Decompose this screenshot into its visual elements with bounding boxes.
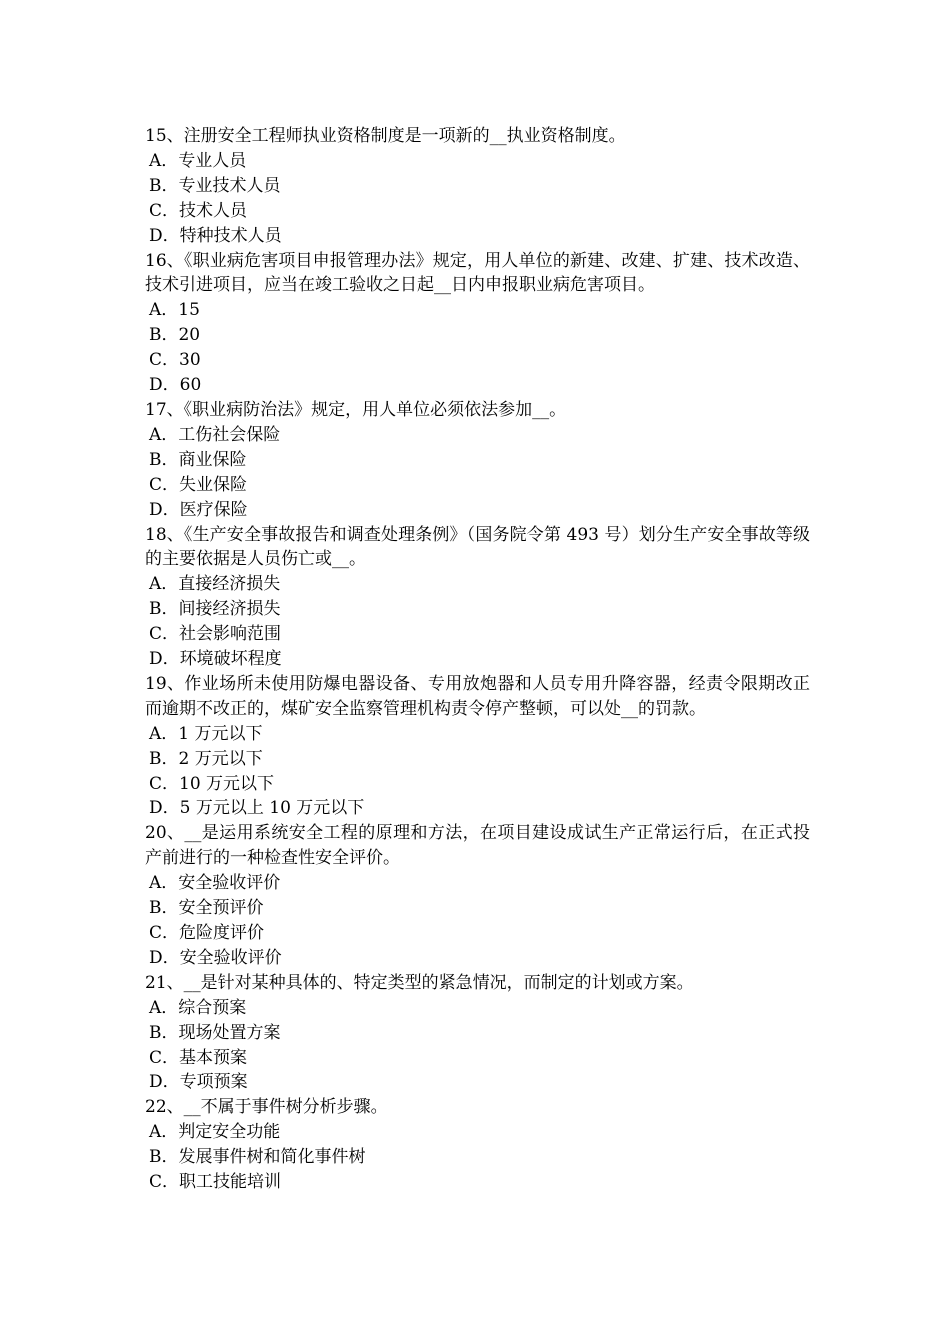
question-stem: 22、__不属于事件树分析步骤。 bbox=[145, 1097, 388, 1118]
question-stem: 17、《职业病防治法》规定，用人单位必须依法参加__。 bbox=[145, 399, 567, 420]
option-a: A．专业人员 bbox=[149, 150, 247, 171]
option-a: A．15 bbox=[149, 300, 200, 321]
question-20 bbox=[145, 821, 810, 970]
option-b: B．商业保险 bbox=[149, 449, 247, 470]
question-22 bbox=[145, 1095, 810, 1195]
option-b: B．现场处置方案 bbox=[149, 1022, 281, 1043]
question-stem: 19、作业场所未使用防爆电器设备、专用放炮器和人员专用升降容器，经责令限期改正而逾期不改正的，煤矿安全监察管理机构责令停产整顿，可以处__的罚款。 bbox=[145, 673, 810, 719]
option-c: C．基本预案 bbox=[149, 1047, 248, 1068]
option-b: B．发展事件树和简化事件树 bbox=[149, 1147, 366, 1168]
question-list bbox=[145, 124, 810, 1195]
question-stem: 21、__是针对某种具体的、特定类型的紧急情况，而制定的计划或方案。 bbox=[145, 972, 694, 993]
option-a: A．安全验收评价 bbox=[149, 873, 281, 894]
option-d: D．医疗保险 bbox=[149, 499, 248, 520]
option-d: D．安全验收评价 bbox=[149, 947, 282, 968]
option-c: C．技术人员 bbox=[149, 200, 248, 221]
question-19 bbox=[145, 672, 810, 821]
option-b: B．专业技术人员 bbox=[149, 175, 281, 196]
option-d: D．60 bbox=[149, 375, 202, 396]
question-stem: 20、__是运用系统安全工程的原理和方法，在项目建设成试生产正常运行后，在正式投产前进行的一种检查性安全评价。 bbox=[145, 823, 810, 869]
option-a: A．判定安全功能 bbox=[149, 1122, 281, 1143]
question-21 bbox=[145, 971, 810, 1096]
option-d: D．环境破坏程度 bbox=[149, 649, 282, 670]
option-b: B．20 bbox=[149, 325, 201, 346]
option-a: A．1 万元以下 bbox=[149, 723, 263, 744]
option-a: A．综合预案 bbox=[149, 997, 247, 1018]
question-stem: 18、《生产安全事故报告和调查处理条例》（国务院令第 493 号）划分生产安全事故等级的主要依据是人员伤亡或__。 bbox=[145, 524, 810, 570]
option-c: C．10 万元以下 bbox=[149, 773, 275, 794]
option-d: D．专项预案 bbox=[149, 1072, 248, 1093]
question-15 bbox=[145, 124, 810, 249]
option-b: B．2 万元以下 bbox=[149, 748, 263, 769]
question-stem: 16、《职业病危害项目申报管理办法》规定，用人单位的新建、改建、扩建、技术改造、技术引进项目，应当在竣工验收之日起__日内申报职业病危害项目。 bbox=[145, 250, 810, 296]
option-a: A．直接经济损失 bbox=[149, 574, 281, 595]
option-c: C．社会影响范围 bbox=[149, 624, 282, 645]
question-18 bbox=[145, 523, 810, 672]
option-c: C．失业保险 bbox=[149, 474, 248, 495]
option-d: D．5 万元以上 10 万元以下 bbox=[149, 798, 365, 819]
option-b: B．安全预评价 bbox=[149, 898, 264, 919]
option-c: C．危险度评价 bbox=[149, 923, 265, 943]
option-d: D．特种技术人员 bbox=[149, 225, 282, 246]
option-b: B．间接经济损失 bbox=[149, 599, 281, 620]
question-stem: 15、注册安全工程师执业资格制度是一项新的__执业资格制度。 bbox=[145, 126, 626, 146]
option-c: C．30 bbox=[149, 350, 201, 371]
question-16 bbox=[145, 249, 810, 398]
option-c: C．职工技能培训 bbox=[149, 1172, 282, 1193]
option-a: A．工伤社会保险 bbox=[149, 424, 281, 445]
question-17 bbox=[145, 398, 810, 523]
